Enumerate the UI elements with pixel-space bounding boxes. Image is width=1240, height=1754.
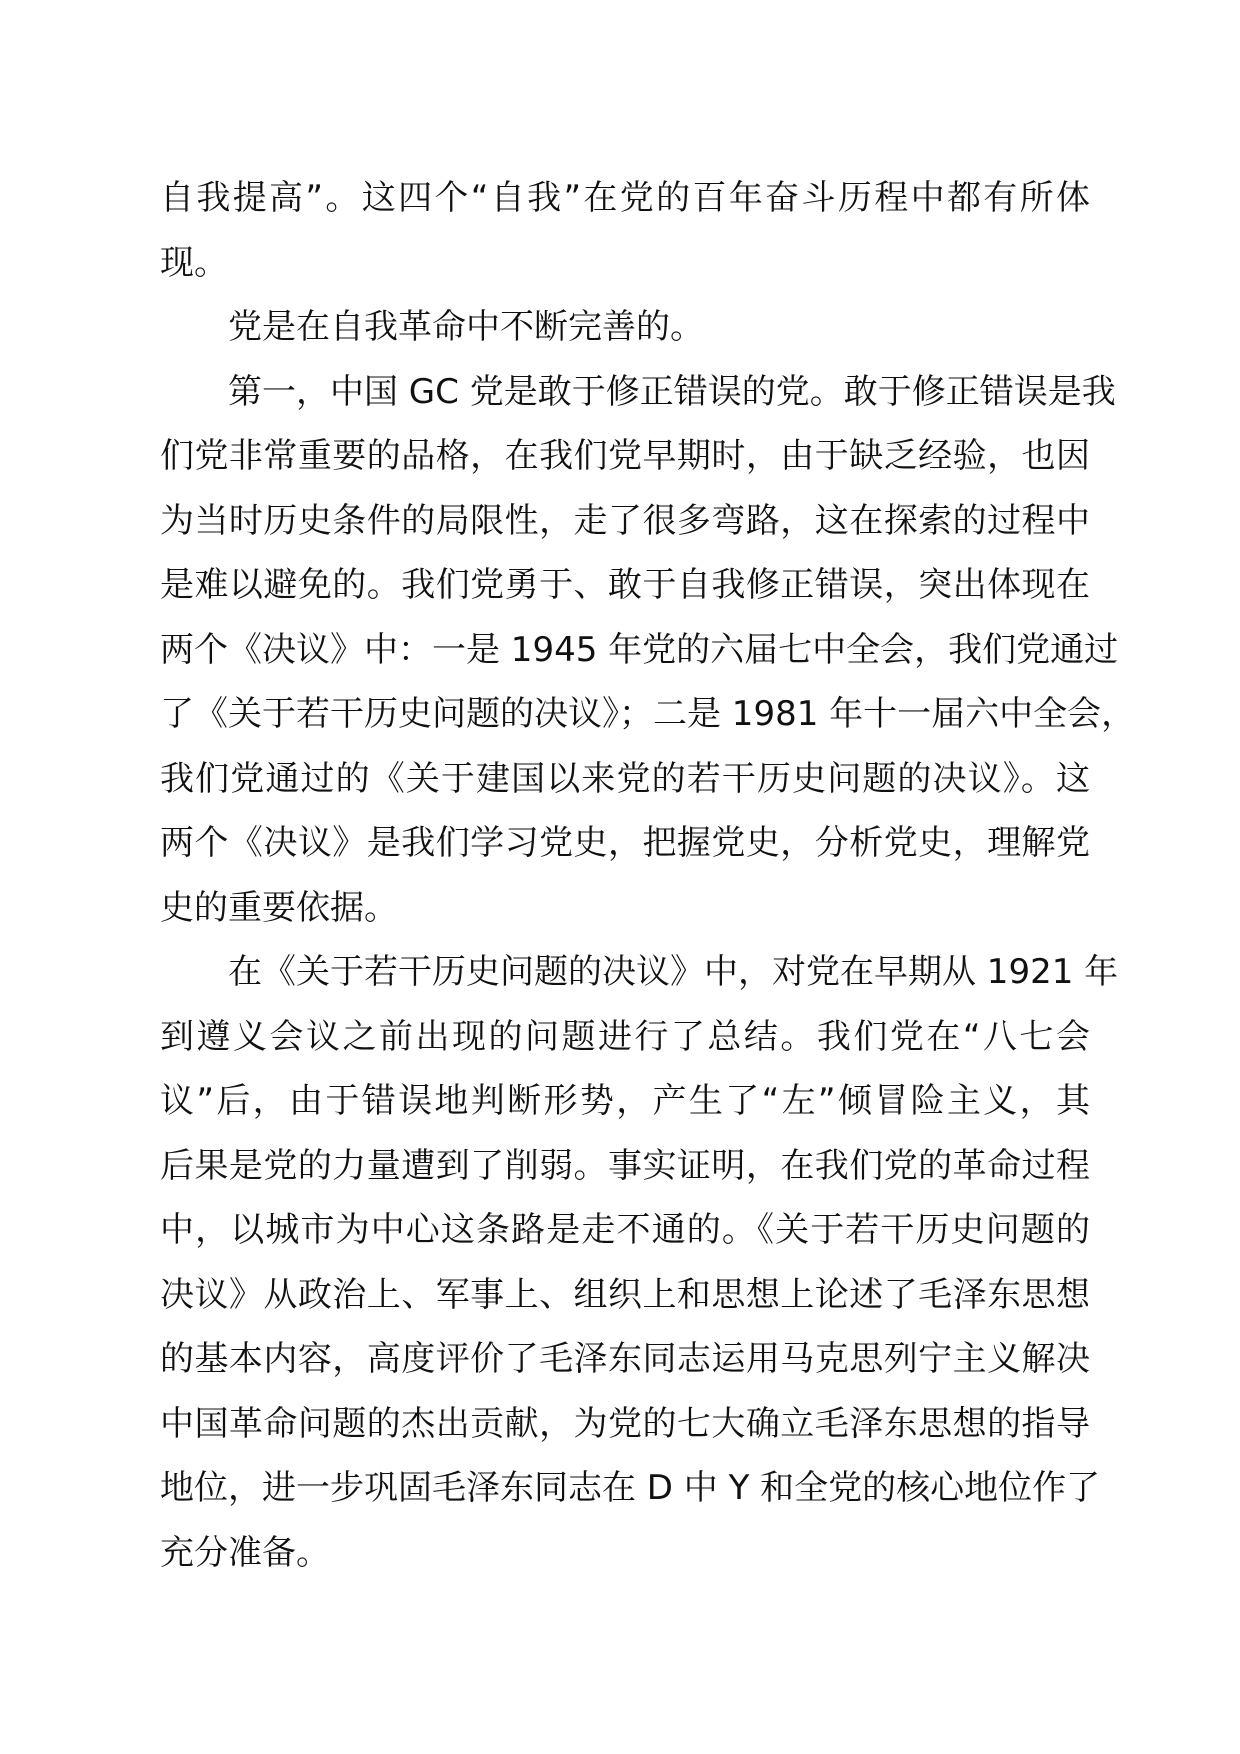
text-line: 两个《决议》是我们学习党史，把握党史，分析党史，理解党 bbox=[160, 823, 1090, 863]
paragraph bbox=[160, 360, 1136, 941]
text-line: 到遵义会议之前出现的问题进行了总结。我们党在“八七会 bbox=[160, 1016, 1090, 1057]
text-line: 的基本内容，高度评价了毛泽东同志运用马克思列宁主义解决 bbox=[160, 1339, 1090, 1379]
text-line: 为当时历史条件的局限性，走了很多弯路，这在探索的过程中 bbox=[160, 500, 1090, 541]
text-line: 中，以城市为中心这条路是走不通的。《关于若干历史问题的 bbox=[160, 1210, 1090, 1250]
text-line: 是难以避免的。我们党勇于、敢于自我修正错误，突出体现在 bbox=[160, 565, 1090, 605]
text-line: 后果是党的力量遭到了削弱。事实证明，在我们党的革命过程 bbox=[160, 1145, 1090, 1186]
text-line: 在《关于若干历史问题的决议》中，对党在早期从 1921 年 bbox=[228, 952, 1119, 992]
document-body bbox=[160, 166, 1136, 1585]
text-line: 中国革命问题的杰出贡献，为党的七大确立毛泽东思想的指导 bbox=[160, 1403, 1090, 1444]
text-line: 两个《决议》中：一是 1945 年党的六届七中全会，我们党通过 bbox=[160, 629, 1119, 670]
text-line: 决议》从政治上、军事上、组织上和思想上论述了毛泽东思想 bbox=[160, 1274, 1090, 1315]
text-line: 第一，中国 GC 党是敢于修正错误的党。敢于修正错误是我 bbox=[228, 371, 1116, 412]
text-line: 党是在自我革命中不断完善的。 bbox=[228, 307, 704, 347]
text-line: 们党非常重要的品格，在我们党早期时，由于缺乏经验，也因 bbox=[160, 436, 1090, 476]
text-line: 我们党通过的《关于建国以来党的若干历史问题的决议》。这 bbox=[160, 758, 1090, 799]
text-line: 地位，进一步巩固毛泽东同志在 D 中 Y 和全党的核心地位作了 bbox=[160, 1468, 1101, 1508]
paragraph bbox=[160, 295, 1090, 360]
text-line: 自我提高”。这四个“自我”在党的百年奋斗历程中都有所体 bbox=[160, 178, 1090, 218]
text-line: 史的重要依据。 bbox=[160, 887, 398, 928]
paragraph bbox=[160, 940, 1119, 1585]
text-line: 充分准备。 bbox=[160, 1532, 330, 1573]
text-line: 了《关于若干历史问题的决议》；二是 1981 年十一届六中全会， bbox=[160, 694, 1136, 734]
paragraph bbox=[160, 166, 1090, 295]
text-line: 议”后，由于错误地判断形势，产生了“左”倾冒险主义，其 bbox=[160, 1081, 1090, 1121]
text-line: 现。 bbox=[160, 242, 228, 283]
